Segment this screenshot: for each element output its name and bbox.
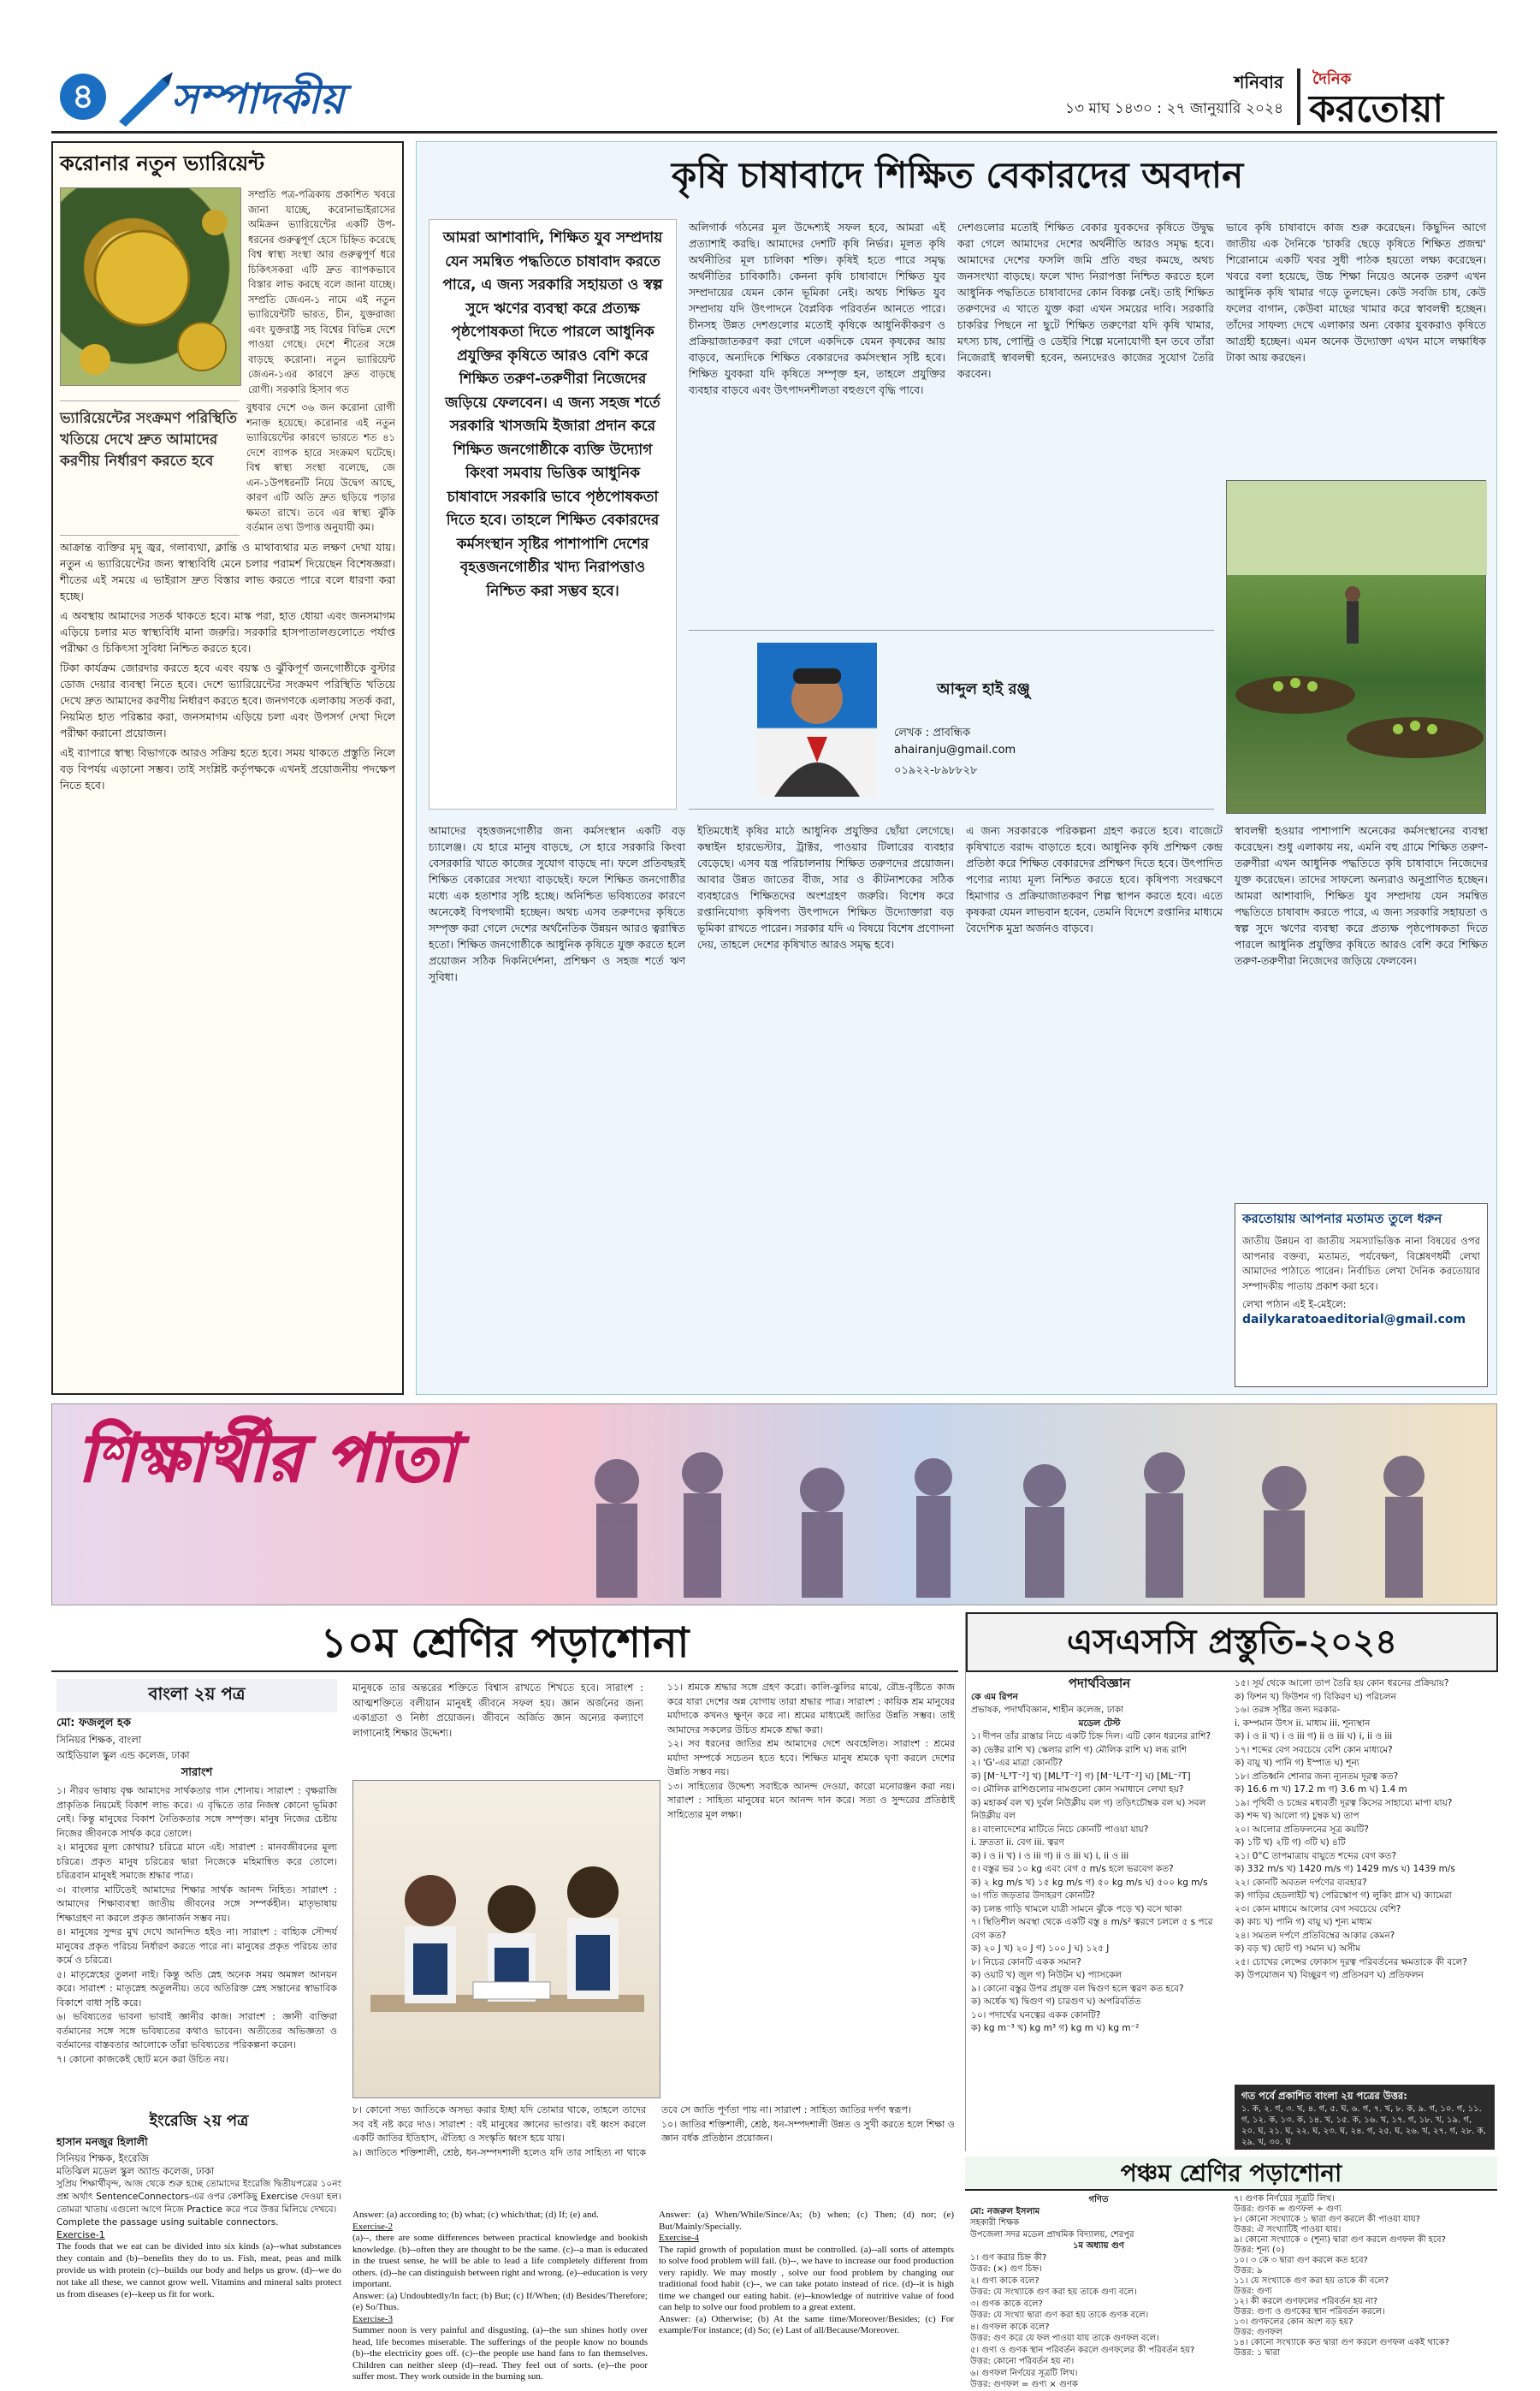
class5-question-line: ৩। গুণক কাকে বলে? [970,2299,1043,2309]
ssc-question-line: ২৫। চোখের লেন্সের ফোকাস দূরত্ব পরিবর্তনের ক্ষমতাকে কী বলে? [1235,1956,1467,1967]
notice-body: জাতীয় উন্নয়ন বা জাতীয় সমস্যাভিত্তিক নানা বিষয়ের ওপর আপনার বক্তব্য, মতামত, পর্যবেক্ষণ, বিশ্লেষণধর্মী লেখা আমাদের পাঠাতে পারেন। নির্বাচিত লেখা দৈনিক করতোয়ার সম্পাদকীয় পাতায় প্রকাশ করা হবে। [1242,1235,1480,1292]
english-instruction: Complete the passage using suitable connectors. [56,2217,279,2228]
banner-title: শিক্ষার্থীর পাতা [78,1420,457,1496]
masthead [51,63,1497,133]
ssc-question-line: ক) ওয়াট খ) জুল গ) নিউটন ঘ) প্যাসকেল [971,1970,1122,1980]
ans3: Answer: (a) When/While/Since/As; (b) when; (c) Then; (d) nor; (e) But/Mainly/Specially. [659,2210,954,2232]
class5-teacher: মো: নজরুল ইসলাম [970,2206,1040,2216]
bangla-teacher: মো: ফজলুল হক [56,1717,131,1729]
english-teacher-role: সিনিয়র শিক্ষক, ইংরেজি [56,2152,150,2164]
article-col-3: দেশগুলোর মতোই শিক্ষিত বেকার যুবকদের কৃষিতে উদ্বুদ্ধ করা গেলে আমাদের দেশের অর্থনীতি আরও সমৃদ্ধ হবে। আমাদের দেশের ফসলি জমি প্রতি বছর কমছে, অথচ জনসংখ্যা বাড়ছে। ফলে খাদ্য নিরাপত্তা নিশ্চিত করতে হলে আধুনিক পদ্ধতিতে চাষাবাদের কোন বিকল্প নেই। তাই শিক্ষিত তরুণদের এ খাতে যুক্ত করা এখন সময়ের দাবি। সরকারি চাকরির পিছনে না ছুটে শিক্ষিত তরুণেরা যদি কৃষি খামার, মৎস্য চাষ, পোল্ট্রি ও ডেইরি শিল্পে মনোযোগী হন তবে তাঁরা নিজেরাই স্বাবলম্বী হবেন, অন্যদেরও কাজের সুযোগ তৈরি করবেন। [957,221,1214,380]
bangla-lower-text: ৮। কোনো সভ্য জাতিকে অসভ্য করার ইচ্ছা যদি তোমার থাকে, তাহলে তাদের সব বই নষ্ট করে দাও। সারাংশ : বই মানুষের জ্ঞানের ভাণ্ডার। বই ধ্বংস করলে একটি জাতির ইতিহাস, ঐতিহ্য ও সংস্কৃতি ধ্বংস হয়ে যায়। ৯। জাতিতে শক্তিশালী, শ্রেষ্ঠ, ধন-সম্পদশালী হলেও যদি তার সাহিত্য না থাকে তবে সে জাতি পূর্ণতা পায় না। সারাংশ : সাহিত্য জাতির দর্পণ স্বরূপ। ১০। জাতির শক্তিশালী, শ্রেষ্ঠ, ধন-সম্পদশালী উন্নত ও সুখী করতে হলে শিক্ষা ও জ্ঞান বর্ধক প্রতিষ্ঠান প্রয়োজন। [352,2104,955,2158]
ssc-question-line: ২৩। কোন মাধ্যমে আলোর বেগ সবচেয়ে বেশি? [1235,1903,1401,1914]
ex2-title: Exercise-2 [352,2221,394,2232]
english-column [51,2107,346,2362]
class5-teacher-role: সহকারী শিক্ষক [970,2218,1020,2228]
ssc-questions-right [1235,1677,1495,1983]
author-photo [757,643,877,797]
class5-question-line: উত্তর: গুণফল [1234,2328,1282,2337]
class5-question-line: উত্তর: গুণক = গুণফল ÷ গুণ্য [1234,2204,1342,2214]
students-photo-art [353,1781,661,2099]
class5-school: উপজেলা সদর মডেল প্রাথমিক বিদ্যালয়, শেরপুর [970,2229,1134,2240]
ssc-question-line: ১৬। তরঙ্গ সৃষ্টির জন্য দরকার- [1235,1705,1341,1715]
class5-question-line: ৯। কোনো সংখ্যাকে ০ (শূন্য) দ্বারা গুণ করলে গুণফল কী হবে? [1234,2235,1446,2245]
ssc-question-line: ক) বায়ু খ) পানি গ) ইস্পাত ঘ) শূন্য [1235,1758,1359,1768]
class5-question-line: উত্তর: যে সংখ্যাকে গুণ করা হয় তাকে গুণ্য বলে। [970,2287,1137,2297]
ssc-question-line: ৩। মৌলিক রাশিগুলোর নামগুলো কোন সমাধানে লেখা হয়? [971,1784,1184,1795]
corona-side-text [246,400,395,536]
ssc-question-line: ১৯। পৃথিবী ও চন্দ্রের মধ্যবর্তী দূরত্ব কিসের সাহায্যে মাপা যায়? [1235,1797,1453,1808]
notice-title: করতোয়ায় আপনার মতামত তুলে ধরুন [1242,1211,1442,1226]
banner-students-art [566,1413,1490,1598]
corona-pull-quote: ভ্যারিয়েন্টের সংক্রমণ পরিস্থিতি খতিয়ে দেখে দ্রুত আমাদের করণীয় নির্ধারণ করতে হবে [60,400,240,536]
ssc-answers: ১. ক, ২. গ, ৩. খ, ৪. গ, ৫. ঘ, ৬. গ, ৭. খ, ৮. ক, ৯. গ, ১০. গ, ১১. গ, ১২. ক, ১৩. ক, ১৪. খ, ১৫. ক, ১৬. খ, ১৭. গ, ১৮. খ, ১৯. গ, ২০. ঘ, ২১. ঘ, ২২. ঘ, ২৩. ঘ, ২৪. গ, ২৫. ঘ, ২৬. খ, ২৭. গ, ২৮. ক, ২৯. খ, ৩০. ঘ [1241,2104,1486,2147]
notice-email-label: লেখা পাঠান এই ই-মেইলে: [1242,1298,1347,1310]
ssc-question-line: ক) উপযোজন খ) বিচ্ছুরণ গ) প্রতিসরণ ঘ) প্রতিফলন [1235,1970,1424,1980]
ssc-test: মডেল টেস্ট [1078,1718,1121,1729]
class5-question-line: ১১। যে সংখ্যাকে গুণ করা হয় তাকে কী বলে? [1234,2276,1389,2286]
ssc-question-line: ক) অর্ধেক খ) দ্বিগুণ গ) চারগুণ ঘ) অপরিবর্তিত [971,1996,1141,2007]
ssc-question-line: ক) ভেক্টর রাশি খ) স্কেলার রাশি গ) মৌলিক রাশি ঘ) লব্ধ রাশি [971,1744,1188,1755]
class5-question-line: ১০। ৩ কে ৩ দ্বারা গুণ করলে কত হবে? [1234,2256,1368,2265]
bangla-teacher-role: সিনিয়র শিক্ষক, বাংলা [56,1734,142,1746]
ssc-teacher-role: প্রভাষক, পদার্থবিজ্ঞান, শাহীন কলেজ, ঢাকা [971,1705,1124,1715]
page-number-badge [60,74,108,122]
class5-question-line: উত্তর: ৯ [1234,2266,1263,2275]
class5-subject: গণিত [1088,2195,1109,2204]
author-phone: ০১৯২২-৮৯৮৮২৮ [894,764,978,777]
class5-question-line: ৭। গুণক নির্ণয়ের সূত্রটি লিখ। [1234,2194,1335,2204]
boat-photo-art [1227,481,1487,815]
ex3-title: Exercise-3 [352,2313,394,2324]
class5-question-line: উত্তর: ১ দ্বারা [1234,2348,1280,2358]
english-teacher: হাসান মনজুর হিলালী [56,2135,148,2148]
ans1: Answer: (a) according to; (b) what; (c) which/that; (d) If; (e) and. [352,2210,599,2220]
bangla-sub: সারাংশ [181,1766,213,1779]
article-lower-col-4: স্বাবলম্বী হওয়ার পাশাপাশি অনেকের কর্মসংস্থানের ব্যবস্থা করেছেন। শুধু এলাকায় নয়, এমনি বহু গ্রামে শিক্ষিত তরুণ-তরুণীরা এখন আধুনিক পদ্ধতিতে কৃষি চাষাবাদে নিজেদের যুক্ত করেছেন। তাদের সাফল্যে অন্যরাও অনুপ্রাণিত হচ্ছেন। আমরা আশাবাদি, শিক্ষিত যুব সম্প্রদায় যেন সমন্বিত পদ্ধতিতে চাষাবাদ করতে পারে, এ জন্য সরকারি সহায়তা ও স্বল্প সুদে ঋণের ব্যবস্থা করে প্রত্যক্ষ পৃষ্ঠপোষকতা দিতে পারলে আধুনিক প্রযুক্তির কৃষিতে আরও বেশি করে শিক্ষিত তরুণ-তরুণীরা নিজেদের জড়িয়ে ফেলবেন। [1235,824,1488,967]
corona-para-2: এ অবস্থায় আমাদের সতর্ক থাকতে হবে। মাস্ক পরা, হাত ধোয়া এবং জনসমাগম এড়িয়ে চলার মত স্বাস্থ্যবিধি মানা জরুরি। সরকারি হাসপাতালগুলোতে পর্যাপ্ত পরীক্ষা ও চিকিৎসা সুবিধা নিশ্চিত করতে হবে। [60,608,395,655]
article-title: কৃষি চাষাবাদে শিক্ষিত বেকারদের অবদান [671,154,1244,196]
ssc-question-line: ১৫। সূর্য থেকে আলো তাপ তৈরি হয় কোন ধরনের প্রক্রিয়ায়? [1235,1678,1449,1688]
class5-question-line: উত্তর: গুণফল = গুণ্য × গুণক [970,2380,1078,2389]
ssc-answers-title: গত পর্বে প্রকাশিত বাংলা ২য় পত্রের উত্তর: [1241,2090,1407,2102]
corona-para-0: বুধবার দেশে ৩৬ জন করোনা রোগী শনাক্ত হয়েছে। করোনার এই নতুন ভ্যারিয়েন্টের কারণে ভারতে শত ৪১ দেশে ব্যাপক হারে সংক্রমণ ঘটেছে। বিশ্ব স্বাস্থ্য সংস্থা বলেছে, জে এন-১উপধরনটি নিয়ে উদ্বেগ আছে, কারণ এটি অতি দ্রুত ছড়িয়ে পড়ার ক্ষমতা রাখে। তবে এর স্বাস্থ্য ঝুঁকি বর্তমান তথ্য উপাত্ত অনুযায়ী কম। [246,401,395,533]
paper-logo: করতোয়া [1309,87,1444,131]
farm-photo [1226,480,1486,814]
ssc-question-line: ২০। আলোর প্রতিফলনের সূত্র কয়টি? [1235,1824,1369,1835]
ssc-question-line: i. দ্রুততা ii. বেগ iii. ত্বরণ [971,1837,1064,1848]
class5-question-line: ৮। কোনো সংখ্যাকে ১ দ্বারা গুণ করলে কী পাওয়া যায়? [1234,2215,1420,2224]
ex3-text: Summer noon is very painful and disgusting. (a)--the sun shines hotly over head, life becomes miserable. The sufferings of the people know no bounds (b)--the electricity goes off. (c)--the people use hand fans to fan themselves. Children can neither sleep (d)--read. They feel out of sorts. (e)--the poor suffer most. They work outside in the burning sun. [352,2325,648,2382]
class5-question-line: উত্তর: গুণ্য [1234,2287,1272,2296]
ex1-text: The foods that we eat can be divided into six kinds (a)--what substances they contain and (b)--benefits they do to us. Fish, meat, peas and milk provide us with protein (c)--builds our body and helps us grow. (d)--we do not take all these, we cannot grow well. Vitamins and mineral salts protect us from diseases (e)--keep us fit for work. [56,2241,341,2299]
english-intro: সুপ্রিয় শিক্ষার্থীবৃন্দ, আজ থেকে শুরু হচ্ছে তোমাদের ইংরেজি দ্বিতীয়পত্রের ১০নং প্রশ্ন অর্থাৎ SentenceConnectors-এর ওপর কেশকিছু Exercise দেওয়া হল। তোমরা খাতায় এগুলো আগে নিজে Practice করে পরে উত্তর মিলিয়ে দেখবে। [56,2179,341,2215]
class10-section [51,1612,958,2382]
class5-chapter: ১ম অধ্যায় গুণ [1073,2241,1124,2251]
class5-question-line: উত্তর: ঐ সংখ্যাটিই পাওয়া যায়। [1234,2225,1342,2234]
ssc-question-line: ১৮। প্রতিধ্বনি শোনার জন্য ন্যূনতম দূরত্ব কত? [1235,1771,1399,1782]
ssc-question-line: ৯। কোনো বস্তুর উপর প্রযুক্ত বল দ্বিগুণ হলে ত্বরণ কত হবে? [971,1983,1184,1994]
class5-question-line: উত্তর: গুণ করে যে ফল পাওয়া যায় তাকে গুণফল বলে। [970,2334,1159,2343]
class5-left [970,2194,1227,2389]
ssc-question-line: ক) শব্দ খ) আলো গ) চুম্বক ঘ) তাপ [1235,1811,1359,1821]
class5-question-line: ১। গুণ করার চিহ্ন কী? [970,2252,1047,2263]
class5-question-line: উত্তর: গুণ্য ও গুণকের স্থান পরিবর্তন করলে। [1234,2307,1385,2317]
ssc-subject: পদার্থবিজ্ঞান [1068,1676,1131,1691]
class5-question-line: ৪। গুণফল কাকে বলে? [970,2322,1050,2332]
pen-icon [115,70,175,127]
virus-image [60,187,241,386]
class5-questions-left [970,2252,1227,2391]
class5-question-line: ২। গুণ্য কাকে বলে? [970,2275,1040,2286]
english-school: মতিঝিল মডেল স্কুল অ্যান্ড কলেজ, ঢাকা [56,2165,215,2177]
class5-question-line: উত্তর: কোনো পরিবর্তন হয় না। [970,2357,1075,2366]
ssc-section [965,1612,1497,2151]
class5-section [965,2157,1497,2389]
ssc-question-line: ৪। বাংলাদেশের মাটিতে নিচে কোনটি পাওয়া যায়? [971,1824,1149,1835]
english-col-2 [352,2210,648,2382]
ssc-question-line: ক) গাড়ির হেডলাইট খ) পেরিস্কোপ গ) লুকিং গ্লাস ঘ) ক্যামেরা [1235,1890,1452,1901]
ssc-question-line: ক) বড় খ) ছোট গ) সমান ঘ) অসীম [1235,1943,1361,1954]
ssc-question-line: ক) kg m⁻³ খ) kg m³ গ) kg m ঘ) kg m⁻² [971,2023,1140,2033]
masthead-divider [1297,68,1300,125]
ssc-question-line: ক) i ও ii খ) i ও iii গ) ii ও iii ঘ) i, ii ও iii [971,1850,1129,1861]
virus-icon [61,188,240,385]
article-block [416,141,1497,1395]
ans4: Answer: (a) Otherwise; (b) At the same time/Moreover/Besides; (c) For example/For instance; (d) So; (e) Last of all/Because/Moreover. [659,2313,954,2335]
ssc-question-line: ২১। 0°C তাপমাত্রায় বায়ুতে শব্দের বেগ কত? [1235,1850,1397,1861]
class5-question-line: ১৩। গুণফলের কোন অংশ বড় হয়? [1234,2317,1353,2327]
class5-question-line: উত্তর: শূন্য (০) [1234,2246,1285,2255]
bangla-body: ১। নীরব ভাষায় বৃক্ষ আমাদের সার্থকতার গান শোনায়। সারাংশ : বৃক্ষরাজি প্রাকৃতিক নিয়মেই বিকাশ লাভ করে। এ বৃদ্ধিতে তার নিজস্ব কোনো ভূমিকা নেই। কিন্তু মানুষের বিকাশ নৈতিকতার সঙ্গে সম্পৃক্ত। মানুষ নিজের চেষ্টায় নিজের জীবনকে সার্থক করে তোলে। ২। মানুষের মূল্য কোথায়? চরিত্রে মানে এই। সারাংশ : মানবজীবনের মূল্য চরিত্রে। প্রকৃত মানুষ চরিত্রের দ্বারা নিজেকে মহিমান্বিত করে তোলে। চরিত্রবান মানুষই সমাজে শ্রদ্ধার পাত্র। ৩। বাংলার মাটিতেই আমাদের শিক্ষার সার্থক আনন্দ নিহিত। সারাংশ : আমাদের শিক্ষাব্যবস্থা জাতীয় জীবনের সঙ্গে সম্পর্কহীন। মাতৃভাষায় শিক্ষাগ্রহণ না করলে প্রকৃত জ্ঞানার্জন সম্ভব নয়। ৪। মানুষের সুন্দর মুখ দেখে আনন্দিত হইও না। সারাংশ : বাহ্যিক সৌন্দর্য মানুষের প্রকৃত পরিচয় নির্ধারণ করতে পারে না। মানুষের প্রকৃত পরিচয় তার কর্মে ও চরিত্রে। ৫। মাতৃস্নেহের তুলনা নাই। কিন্তু অতি স্নেহ অনেক সময় অমঙ্গল আনয়ন করে। সারাংশ : মাতৃস্নেহ অতুলনীয়। তবে অতিরিক্ত স্নেহ সন্তানের স্বাভাবিক বিকাশে বাধা সৃষ্টি করে। ৬। ভবিষ্যতের ভাবনা ভাবাই জ্ঞানীর কাজ। সারাংশ : জ্ঞানী ব্যক্তিরা বর্তমানের সঙ্গে সঙ্গে ভবিষ্যতের কথাও ভাবেন। অতীতের অভিজ্ঞতা ও বর্তমানের বাস্তবতার আলোকে তাঁরা ভবিষ্যতের পরিকল্পনা করেন। ৭। কোনো কাজকেই ছোট মনে করা উচিত নয়। [56,1785,337,2065]
corona-para-4: এই ব্যাপারে স্বাস্থ্য বিভাগকে আরও সক্রিয় হতে হবে। সময় থাকতে প্রস্তুতি নিলে বড় বিপর্যয় এড়ানো সম্ভব। তাই সংশ্লিষ্ট কর্তৃপক্ষকে এখনই প্রয়োজনীয় পদক্ষেপ নিতে হবে। [60,745,395,792]
article-col-4: ভাবে কৃষি চাষাবাদে কাজ শুরু করেছেন। কিছুদিন আগে জাতীয় এক দৈনিকে 'চাকরি ছেড়ে কৃষিতে শিক্ষিত প্রজন্ম' শিরোনামে একটি খবর সুধী পাঠক হয়তো লক্ষ্য করেছেন। খবরে বলা হয়েছে, উচ্চ শিক্ষা নিয়েও অনেক তরুণ এখন আধুনিক কৃষি খামার গড়ে তুলছেন। কেউ সবজি চাষ, কেউ ফলের বাগান, কেউবা মাছের খামার করে স্বাবলম্বী হচ্ছেন। তাঁদের সাফল্য দেখে এলাকার অন্য বেকার যুবকরাও কৃষিতে আগ্রহী হচ্ছেন। এমন অনেক উদ্যোক্তা এখন মাসে লক্ষাধিক টাকা আয় করছেন। [1226,221,1486,364]
ssc-right [1235,1677,1495,2084]
ssc-question-line: ৭। স্থিতিশীল অবস্থা থেকে একটি বস্তু ৪ m/s² ত্বরণে চললে ৫ s পরে বেগ কত? [971,1917,1213,1941]
article-lower-col-1: আমাদের বৃহত্তজনগোষ্ঠীর জন্য কর্মসংস্থান একটি বড় চ্যালেঞ্জ। যে হারে মানুষ বাড়ছে, সে হারে সরকারি কিংবা বেসরকারি খাতে কাজের সুযোগ বাড়ছে না। ফলে প্রতিবছরই শিক্ষিত বেকারের সংখ্যা বাড়ছেই। ফলে শিক্ষিত জনগোষ্ঠীর মধ্যে এক হতাশার সৃষ্টি হচ্ছে। অনিশ্চিত ভবিষ্যতের কারণে অনেকেই বিপথগামী হচ্ছেন। অথচ এসব তরুণদের কৃষিতে সম্পৃক্ত করা গেলে দেশের অর্থনৈতিক উন্নয়ন আরও ত্বরান্বিত হতো। শিক্ষিত জনগোষ্ঠীকে আধুনিক কৃষিতে যুক্ত করতে হলে প্রয়োজন সঠিক দিকনির্দেশনা, প্রশিক্ষণ ও সহজ শর্তে ঋণ সুবিধা। [429,824,685,983]
ssc-question-line: ৬। গতি জড়তার উদাহরণ কোনটি? [971,1890,1095,1901]
author-role: লেখক : প্রাবন্ধিক [894,727,971,739]
corona-title: করোনার নতুন ভ্যারিয়েন্ট [60,151,264,175]
article-lower-col-3: এ জন্য সরকারকে পরিকল্পনা গ্রহণ করতে হবে। বাজেটে কৃষিখাতে বরাদ্দ বাড়াতে হবে। আধুনিক কৃষি প্রশিক্ষণ কেন্দ্র প্রতিষ্ঠা করে শিক্ষিত বেকারদের প্রশিক্ষণ দিতে হবে। উৎপাদিত পণ্যের ন্যায্য মূল্য নিশ্চিত করতে হবে। কৃষিপণ্য সংরক্ষণে হিমাগার ও প্রক্রিয়াজাতকরণ শিল্প স্থাপন করতে হবে। এতে কৃষকরা যেমন লাভবান হবেন, তেমনি বিদেশে রপ্তানির মাধ্যমে বৈদেশিক মুদ্রা অর্জনও বাড়বে। [966,824,1223,934]
ssc-question-line: ক) ২০ J খ) ২০ J গ) ১০০ J ঘ) ১২৫ J [971,1943,1110,1954]
ssc-answers-box [1235,2085,1495,2150]
author-email[interactable]: ahairanju@gmail.com [894,744,1016,756]
ex4-title: Exercise-4 [659,2233,700,2243]
bangla-mid-top: মানুষকে তার অন্তরের শক্তিতে বিশ্বাস রাখতে শিখতে হবে। সারাংশ : আত্মশক্তিতে বলীয়ান মানুষই জীবনে সফল হয়। জ্ঞান অর্জনের জন্য একাগ্রতা ও নিষ্ঠা প্রয়োজন। জীবনে অর্জিত জ্ঞান অন্যের কল্যাণে লাগানোই শিক্ষার উদ্দেশ্য। [352,1682,643,1739]
ssc-question-line: ২২। কোনটি অবতল দর্পণের ব্যবহার? [1235,1877,1367,1888]
class10-title: ১০ম শ্রেণির পড়াশোনা [51,1612,958,1672]
ssc-question-line: ক) [M⁻¹L³T⁻²] খ) [ML³T⁻²] গ) [M⁻¹L²T⁻²] ঘ) [ML⁻²T] [971,1771,1191,1782]
ex2-text: (a)--, there are some differences between practical knowledge and bookish knowledge. (b)--often they are thought to be the same. (c)--a man is educated in the truest sense, he will be able to lead a life completely different from others. (d)--he can distinguish between right and wrong. (e)--education is very important. [352,2233,648,2289]
ssc-question-line: ক) ফিশন খ) ফিউশন গ) বিকিরণ ঘ) পরিচলন [1235,1691,1396,1702]
ssc-question-line: ক) 332 m/s খ) 1420 m/s গ) 1429 m/s ঘ) 1439 m/s [1235,1864,1455,1874]
article-col-2: অলিগার্ক গঠনের মূল উদ্দেশ্যই সফল হবে, আমরা এই প্রত্যাশাই করছি। আমাদের দেশটি কৃষি নির্ভর। মূলত কৃষি অর্থনীতির মূল চালিকা শক্তি। কৃষিই হতে পারে সমৃদ্ধ অর্থনীতির চাবিকাঠি। কেননা কৃষি চাষাবাদে শিক্ষিত যুব সম্প্রদায়ের যেমন কোন ভূমিকা নেই। অথচ শিক্ষিত যুব সম্প্রদায় যদি উৎপাদনে বৈপ্লবিক পরিবর্তন আনতে পারে। চীনসহ উন্নত দেশগুলোর মতোই কৃষিকে আধুনিকীকরণ ও প্রক্রিয়াজাতকরণ করা গেলে একদিকে যেমন কৃষকের আয় বাড়বে, অন্যদিকে শিক্ষিত বেকারদের কর্মসংস্থান সৃষ্টি হবে। শিক্ষিত যুবকরা যদি কৃষিতে সম্পৃক্ত হন, তাহলে প্রযুক্তির ব্যবহার বাড়বে এবং উৎপাদনশীলতা বহুগুণে বৃদ্ধি পাবে। [689,221,945,396]
class5-title: পঞ্চম শ্রেণির পড়াশোনা [965,2157,1497,2191]
ssc-question-line: ৫। বস্তুর ভর ১০ kg এবং বেগ ৫ m/s হলে ভরবেগ কত? [971,1864,1174,1874]
ssc-question-line: ২। 'G'-এর মাত্রা কোনটি? [971,1758,1063,1768]
ssc-title: এসএসসি প্রস্তুতি-২০২৪ [966,1612,1498,1672]
opinion-notice [1235,1203,1488,1387]
class5-question-line: উত্তর: যে সংখ্যা দ্বারা গুণ করা হয় তাকে গুণক বলে। [970,2311,1149,2320]
corona-intro: সম্প্রতি পত্র-পত্রিকায় প্রকাশিত খবরে জানা যাচ্ছে, করোনাভাইরাসের অমিক্রন ভ্যারিয়েন্টের একটি উপ-ধরনের গুরুত্বপূর্ণ হেসে চিহ্নিত করেছে বিশ্ব স্বাস্থ্য সংস্থা আর গুরুত্বপূর্ণ ধরে চিকিৎসকরা এটি দ্রুত ব্যাপকভাবে বিস্তার লাভ করছে বলে জানা যাচ্ছে। সম্প্রতি জেএন-১ নামে এই নতুন ভ্যারিয়েন্টটি ভারত, চীন, যুক্তরাজ্য এবং যুক্তরাষ্ট্র সহ বিশ্বের বিভিন্ন দেশে পাওয়া গেছে। দেশে শীতের সঙ্গে বাড়ছে করোনা। নতুন ভ্যারিয়েন্ট জেএন-১এর কারণে দ্রুত বাড়ছে রোগী। সরকারি হিসাব গত [248,188,395,395]
page-number: ৪ [60,74,106,120]
paper-small-name: দৈনিক [1312,70,1352,88]
ssc-question-line: ১। দীপন তাঁর রাস্তার নিচে একটি চিহ্ন দিল। এটি কোন ধরনের রাশি? [971,1731,1211,1741]
ssc-question-line: ২৪। সমতল দর্পণে প্রতিবিম্বের আকার কেমন? [1235,1930,1395,1941]
notice-email[interactable]: dailykaratoaeditorial@gmail.com [1242,1312,1466,1326]
ex4-text: The rapid growth of population must be controlled. (a)--all sorts of attempts to solve food problem will fail. (b)--, we have to increase our food production very rapidly. We may mostly , solve our food problem by changing our traditional food habit (c)--, we can take potato instead of rice. (d)--it is high time we changed our eating habit. (e)--knowledge of nutritive value of food can help to solve our food problem to a great extent. [659,2244,954,2312]
bangla-title: বাংলা ২য় পত্র [56,1679,337,1712]
ssc-question-line: ক) i ও ii খ) i ও iii গ) ii ও iii ঘ) i, ii ও iii [1235,1731,1393,1741]
article-pull-quote [429,219,677,810]
ssc-question-line: ৮। নিচের কোনটি একক সমান? [971,1956,1081,1967]
author-name: আব্দুল হাই রঞ্জু [937,680,1030,698]
ssc-question-line: ক) মহাকর্ষ বল খ) দুর্বল নিউক্লীয় বল গ) তড়িৎচৌম্বক বল ঘ) সবল নিউক্লীয় বল [971,1797,1206,1821]
ssc-question-line: i. কম্পমান উৎস ii. মাধ্যম iii. শূন্যস্থান [1235,1718,1371,1729]
class5-question-line: ১৪। কোনো সংখ্যাকে কত দ্বারা গুণ করলে গুণফল একই থাকে? [1234,2338,1450,2347]
class5-question-line: উত্তর: (×) গুণ চিহ্ন। [970,2264,1042,2274]
corona-editorial [51,141,404,1395]
bangla-lower [352,2103,955,2206]
english-title: ইংরেজি ২য় পত্র [149,2112,249,2130]
ans2: Answer: (a) Undoubtedly/In fact; (b) But; (c) If/When; (d) Besides/Therefore; (e) So/Thus. [352,2290,648,2312]
author-avatar-icon [757,643,877,797]
ssc-question-line: ক) ২ kg m/s খ) ১৫ kg m/s গ) ৫০ kg m/s ঘ) ৫০০ kg m/s [971,1877,1208,1888]
students-photo [352,1780,660,2098]
class5-questions-right [1234,2194,1494,2358]
corona-para-1: আক্রান্ত ব্যক্তির মৃদু জ্বর, গলাব্যথা, ক্লান্তি ও মাথাব্যথার মত লক্ষণ দেখা যায়। নতুন এ ভ্যারিয়েন্টের জন্য স্বাস্থ্যবিধি মেনে চলার পরামর্শ দিয়েছেন বিশেষজ্ঞরা। শীতের এই সময়ে এ ভাইরাস দ্রুত বিস্তার লাভ করতে পারে বলে ধারণা করা হচ্ছে। [60,540,395,602]
bangla-right: ১১। শ্রমকে শ্রদ্ধার সঙ্গে গ্রহণ করো। কালি-ঝুলির মাঝে, রৌদ্র-বৃষ্টিতে কাজ করে যারা দেশের অন্ন যোগায় তারা শ্রদ্ধার পাত্র। সারাংশ : কায়িক শ্রম মানুষের মর্যাদাকে কখনও ক্ষুণ্ন করে না। শ্রমের মাধ্যমেই জাতির উন্নতি সম্ভব। তাই আমাদের সকলের উচিত শ্রমকে শ্রদ্ধা করা। ১২। সব ধরনের জাতির শ্রম আমাদের দেশে অবহেলিত। সারাংশ : শ্রমের মর্যাদা সম্পর্কে সচেতন হতে হবে। শিক্ষিত মানুষ শ্রমকে ঘৃণা করলে দেশের উন্নতি সম্ভব নয়। ১৩। সাহিত্যের উদ্দেশ্য সবাইকে আনন্দ দেওয়া, কারো মনোরঞ্জন করা নয়। সারাংশ : সাহিত্য মানুষের মনে আনন্দ দান করে। সত্য ও সুন্দরের প্রতিষ্ঠাই সাহিত্যের মূল লক্ষ্য। [667,1682,955,1820]
ssc-question-line: ১৭। শব্দের বেগ সবচেয়ে বেশি কোন মাধ্যমে? [1235,1744,1393,1755]
ssc-question-line: ক) কাচ খ) পানি গ) বায়ু ঘ) শূন্য মাধ্যম [1235,1917,1372,1927]
corona-body [60,539,395,793]
ex1-title: Exercise-1 [56,2229,105,2240]
ssc-questions-left [971,1730,1228,2036]
bangla-column [51,1677,342,2101]
bangla-school: আইডিয়াল স্কুল এন্ড কলেজ, ঢাকা [56,1748,190,1761]
class5-question-line: ৫। গুণ্য ও গুণক স্থান পরিবর্তন করলে গুণফলের কী পরিবর্তন হয়? [970,2345,1195,2355]
english-col-3 [659,2210,954,2362]
ssc-left [971,1677,1228,2148]
class5-right [1234,2194,1494,2362]
ssc-question-line: ক) 16.6 m খ) 17.2 m গ) 3.6 m ঘ) 1.4 m [1235,1784,1407,1795]
author-box [689,630,1214,810]
ssc-question-line: ক) ১টি খ) ২টি গ) ৩টি ঘ) ৪টি [1235,1837,1346,1848]
class5-question-line: ৬। গুণফল নির্ণয়ের সূত্রটি লিখ। [970,2368,1078,2378]
corona-para-3: টিকা কার্যক্রম জোরদার করতে হবে এবং বয়স্ক ও ঝুঁকিপূর্ণ জনগোষ্ঠীকে বুস্টার ডোজ দেয়ার ব্যবস্থা নিতে হবে। দেশে ভ্যারিয়েন্টের সংক্রমণ পরিস্থিতি খতিয়ে দেখে দ্রুত আমাদের করণীয় নির্ধারণ করতে হবে। জনগণকে এলাকায় সতর্ক করা, নিয়মিত হাত পরিষ্কার করা, জনসমাগম এড়িয়ে চলা এবং উপসর্গ দেখা দিলে পরীক্ষা করানো প্রয়োজন। [60,661,395,739]
class5-question-line: ১২। কী করলে গুণফলের পরিবর্তন হয় না? [1234,2297,1378,2306]
ssc-question-line: ১০। পদার্থের ঘনত্বের একক কোনটি? [971,2009,1101,2020]
issue-date: ১৩ মাঘ ১৪৩০ : ২৭ জানুয়ারি ২০২৪ [1064,100,1283,117]
student-banner [51,1403,1497,1605]
ssc-question-line: ক) চলন্ত গাড়ি থামলে যাত্রী সামনে ঝুঁকে পড়ে খ) বসে থাকা [971,1903,1182,1914]
section-title: সম্পাদকীয় [171,75,345,123]
article-lower-col-2: ইতিমধ্যেই কৃষির মাঠে আধুনিক প্রযুক্তির ছোঁয়া লেগেছে। কম্বাইন হারভেস্টার, ট্রাক্টর, পাওয়ার টিলারের ব্যবহার বেড়েছে। এসব যন্ত্র পরিচালনায় শিক্ষিত তরুণদের প্রয়োজন। আবার উন্নত জাতের বীজ, সার ও কীটনাশকের সঠিক ব্যবহারেও শিক্ষিতদের অংশগ্রহণ জরুরি। বিশেষ করে রপ্তানিযোগ্য কৃষিপণ্য উৎপাদনে শিক্ষিত উদ্যোক্তারা বড় ভূমিকা রাখতে পারেন। সরকার যদি এ বিষয়ে বিশেষ প্রণোদনা দেয়, তাহলে দেশের কৃষিখাত আরও সমৃদ্ধ হবে। [697,824,954,951]
issue-day: শনিবার [1234,72,1283,92]
pull-quote-text: আমরা আশাবাদি, শিক্ষিত যুব সম্প্রদায় যেন সমন্বিত পদ্ধতিতে চাষাবাদ করতে পারে, এ জন্য সরকারি সহায়তা ও স্বল্প সুদে ঋণের ব্যবস্থা করে প্রত্যক্ষ পৃষ্ঠপোষকতা দিতে পারলে আধুনিক প্রযুক্তির কৃষিতে আরও বেশি করে শিক্ষিত তরুণ-তরুণীরা নিজেদের জড়িয়ে ফেলবেন। এ জন্য সহজ শর্তে সরকারি খাসজমি ইজারা প্রদান করে শিক্ষিত জনগোষ্ঠীকে ব্যক্তি উদ্যোগ কিংবা সমবায় ভিত্তিক আধুনিক চাষাবাদে সরকারি ভাবে পৃষ্ঠপোষকতা দিতে হবে। তাহলে শিক্ষিত বেকারদের কর্মসংস্থান সৃষ্টির পাশাপাশি দেশের বৃহত্তজনগোষ্ঠীর খাদ্য নিরাপত্তাও নিশ্চিত করা সম্ভব হবে। [442,229,663,600]
ssc-teacher: কে এম রিপন [971,1691,1018,1702]
